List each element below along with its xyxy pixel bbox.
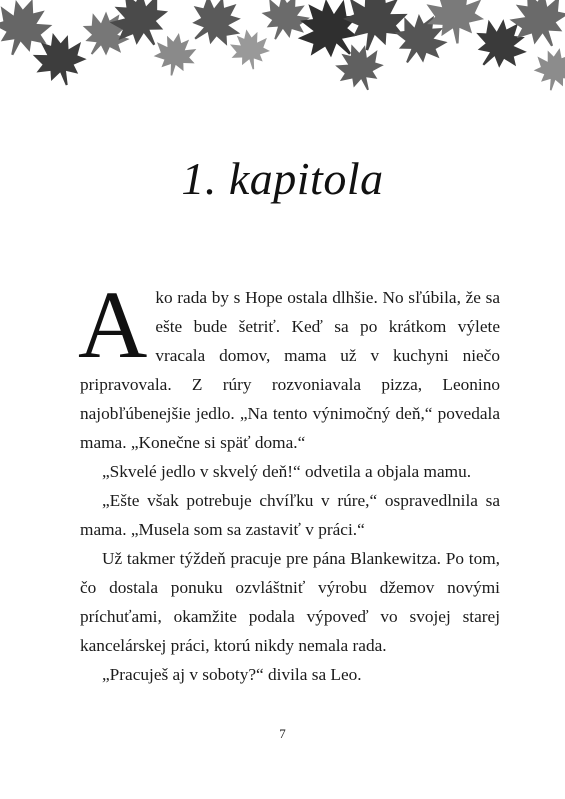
paragraph-5: „Pracuješ aj v soboty?“ divila sa Leo. [102,665,362,684]
chapter-title: 1. kapitola [181,153,384,204]
paragraph-1 [78,271,500,457]
paragraph-1-text: ko rada by s Hope ostala dlhšie. No sľúbila, že sa ešte bude šetriť. Keď sa po krátkom výlete vracala domov, mama už v kuchyni niečo pripravovala. Z rúry rozvoniavala pizza, Leonino najobľúbenejšie jedlo. „Na tento výnimočný deň,“ povedala mama. „Konečne si späť doma.“ [80,288,500,452]
page-number: 7 [279,726,286,741]
paragraph-3: „Ešte však potrebuje chvíľku v rúre,“ ospravedlnila sa mama. „Musela som sa zastaviť v práci.“ [80,491,500,539]
drop-cap: A [78,271,148,378]
paragraph-2: „Skvelé jedlo v skvelý deň!“ odvetila a objala mamu. [102,462,472,481]
maple-leaves-decoration [0,0,565,110]
body-text [78,271,500,689]
paragraph-4: Už takmer týždeň pracuje pre pána Blankewitza. Po tom, čo dostala ponuku ozvláštniť výrobu džemov novými príchuťami, okamžite podala výpoveď vo svojej starej kancelárskej práci, ktorú nikdy nemala rada. [80,549,500,655]
